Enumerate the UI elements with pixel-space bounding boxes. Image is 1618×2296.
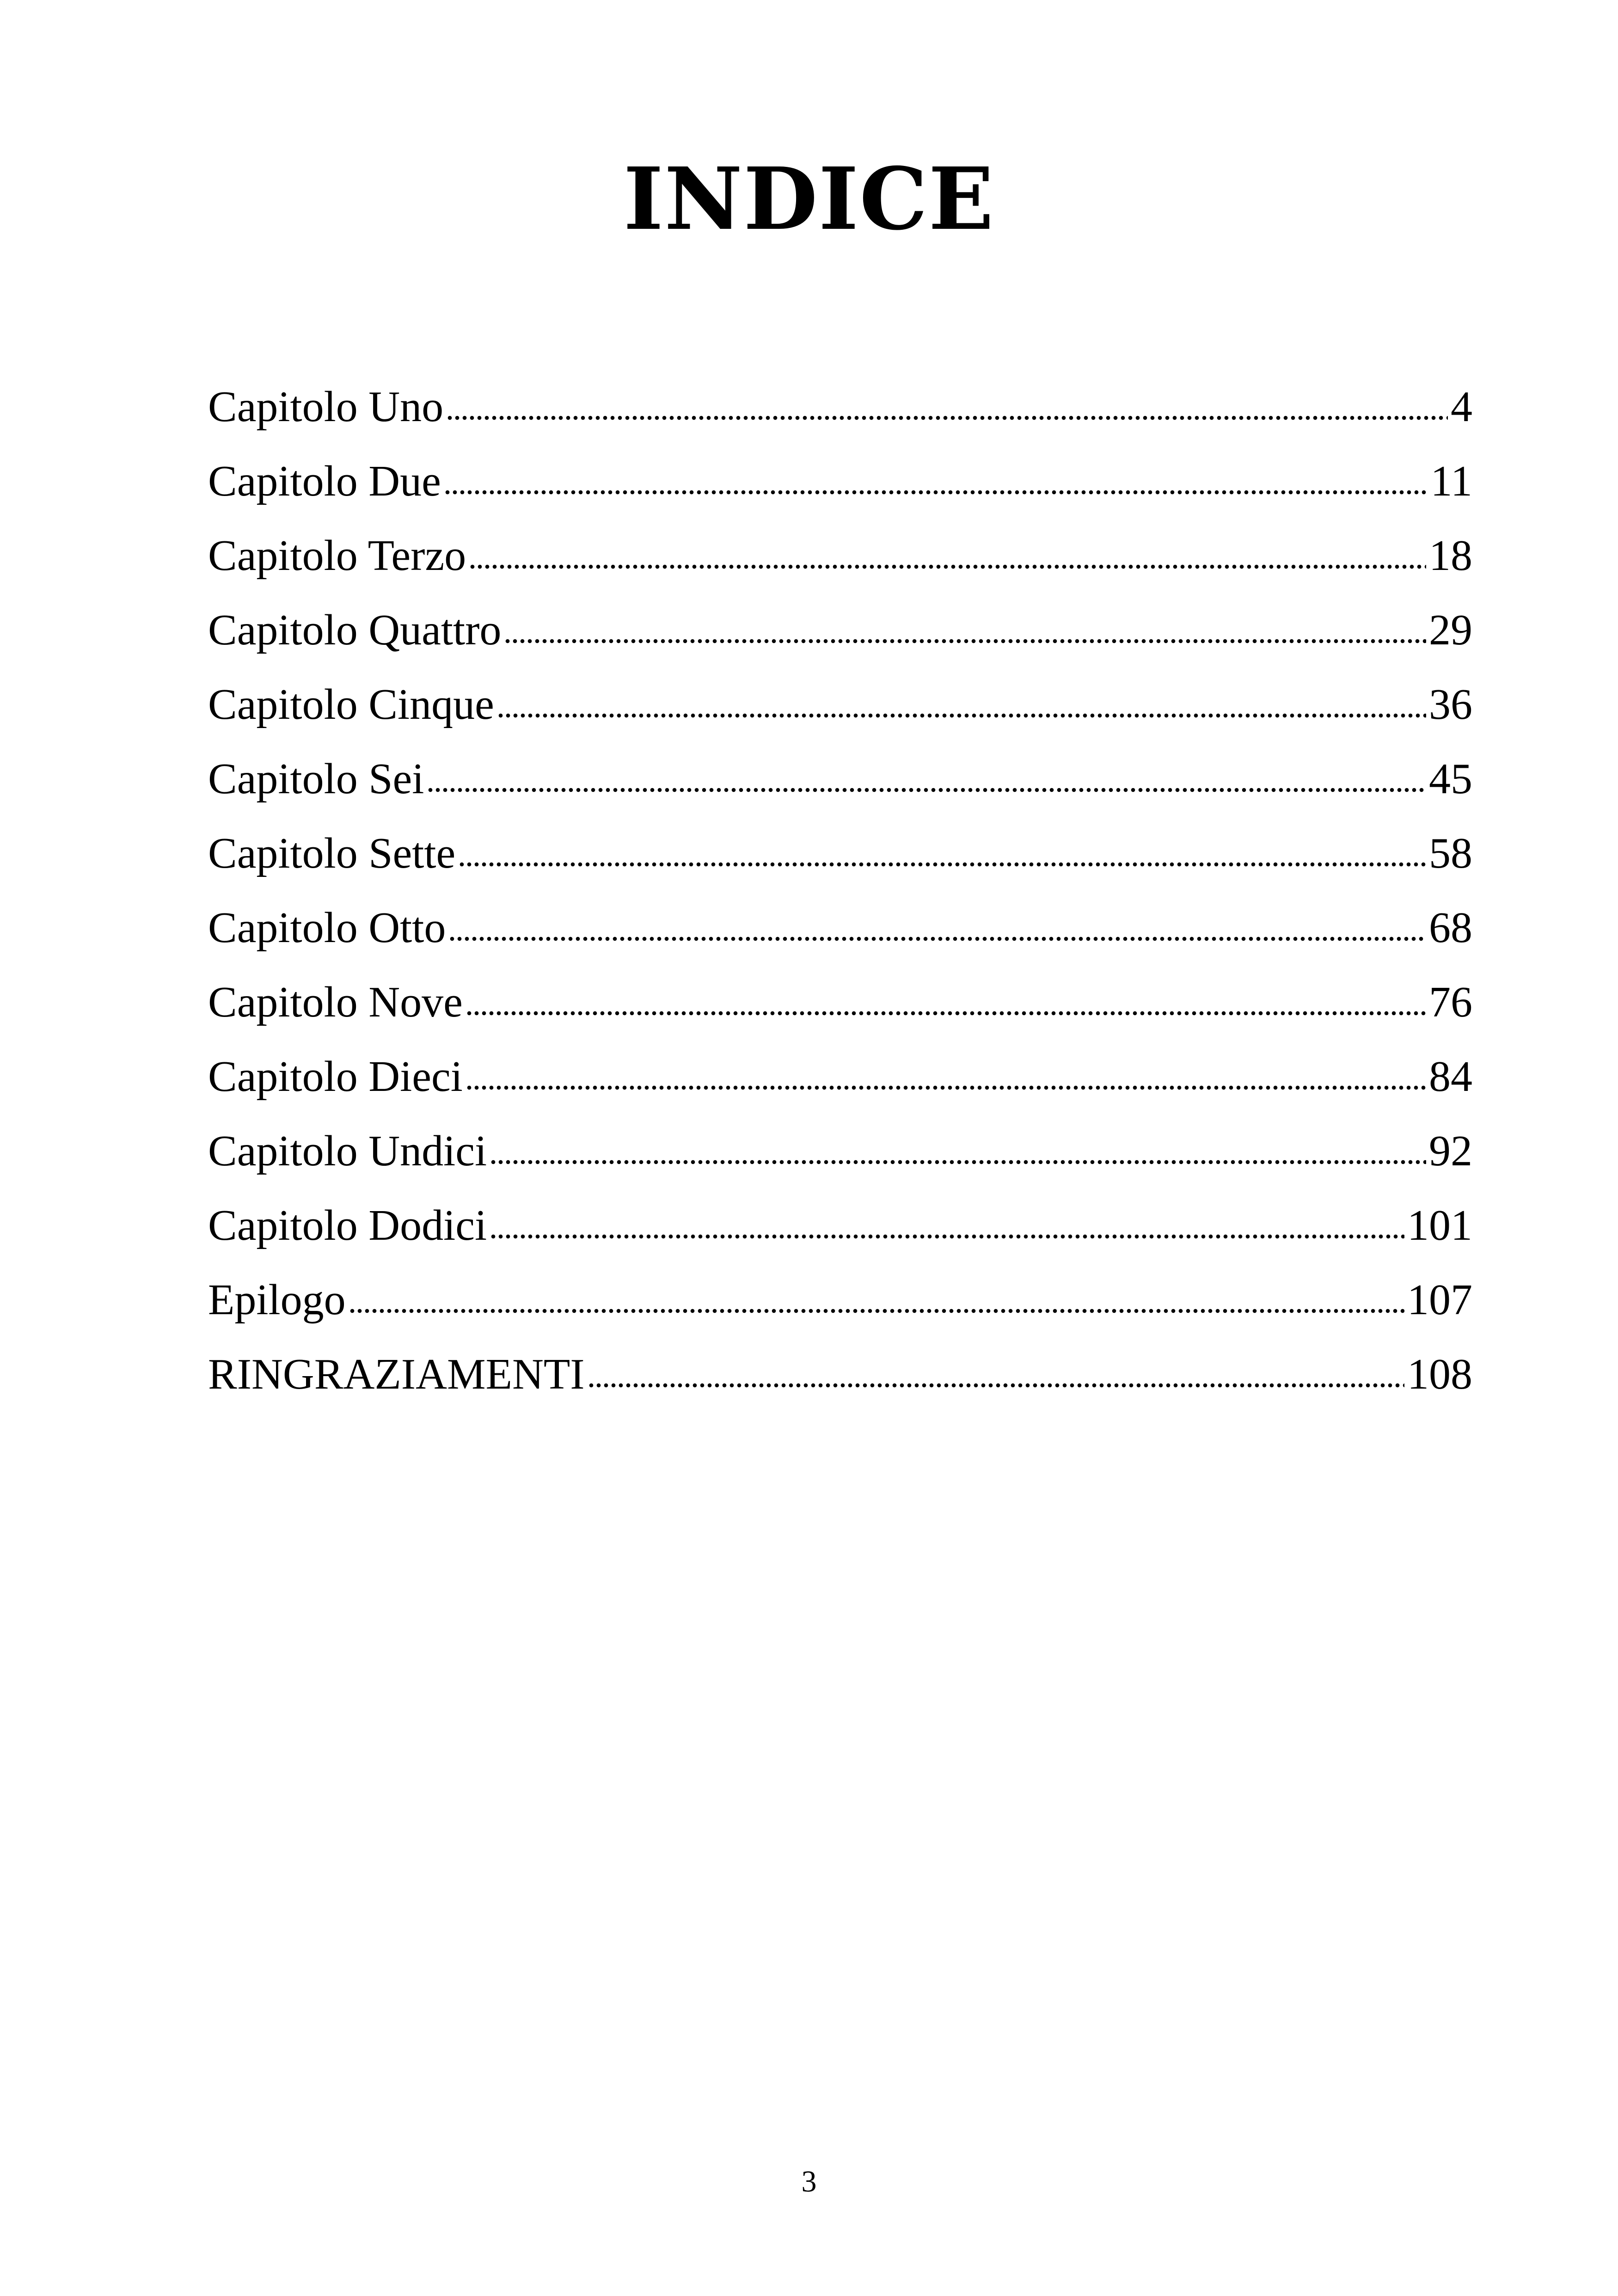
toc-entry-page: 29 [1429, 606, 1472, 654]
toc-entry-page: 76 [1429, 978, 1472, 1026]
toc-entry-label: Capitolo Sette [208, 829, 456, 877]
toc-entry-page: 101 [1407, 1201, 1472, 1249]
dot-leader [504, 638, 1426, 644]
toc-entry-page: 68 [1429, 904, 1472, 952]
toc-entry-page: 18 [1429, 532, 1472, 580]
toc-entry-page: 58 [1429, 829, 1472, 877]
dot-leader [490, 1233, 1404, 1240]
toc-entry-page: 11 [1430, 457, 1472, 505]
dot-leader [469, 563, 1426, 570]
dot-leader [588, 1382, 1404, 1389]
page-title: INDICE [623, 148, 995, 249]
toc-entry-label: Capitolo Nove [208, 978, 463, 1026]
toc-entry-capitolo-nove [208, 965, 1472, 1040]
toc-entry-capitolo-otto [208, 891, 1472, 965]
toc-entry-label: Epilogo [208, 1276, 346, 1324]
toc-entry-page: 107 [1407, 1276, 1472, 1324]
toc-entry-capitolo-sei [208, 742, 1472, 816]
toc-entry-label: RINGRAZIAMENTI [208, 1350, 585, 1398]
toc-entry-epilogo [208, 1263, 1472, 1337]
toc-entry-label: Capitolo Undici [208, 1127, 487, 1175]
toc-entry-label: Capitolo Cinque [208, 680, 494, 729]
dot-leader [466, 1084, 1426, 1091]
toc-entry-label: Capitolo Otto [208, 904, 446, 952]
dot-leader [349, 1308, 1404, 1314]
toc-entry-capitolo-uno [208, 370, 1472, 444]
toc-entry-capitolo-dodici [208, 1188, 1472, 1263]
toc-entry-capitolo-sette [208, 816, 1472, 891]
dot-leader [466, 1010, 1426, 1016]
dot-leader [458, 861, 1426, 868]
table-of-contents [208, 370, 1472, 1412]
dot-leader [444, 489, 1428, 496]
dot-leader [448, 936, 1426, 942]
toc-entry-label: Capitolo Dodici [208, 1201, 487, 1249]
toc-entry-label: Capitolo Dieci [208, 1053, 463, 1101]
dot-leader [490, 1159, 1426, 1165]
toc-entry-capitolo-due [208, 444, 1472, 519]
toc-entry-label: Capitolo Terzo [208, 532, 466, 580]
toc-entry-capitolo-cinque [208, 667, 1472, 742]
toc-entry-label: Capitolo Uno [208, 383, 444, 431]
toc-entry-page: 92 [1429, 1127, 1472, 1175]
toc-entry-label: Capitolo Due [208, 457, 441, 505]
toc-entry-page: 45 [1429, 755, 1472, 803]
toc-entry-capitolo-terzo [208, 519, 1472, 593]
toc-entry-label: Capitolo Sei [208, 755, 424, 803]
toc-entry-capitolo-dieci [208, 1040, 1472, 1114]
toc-entry-page: 108 [1407, 1350, 1472, 1398]
toc-entry-page: 4 [1451, 383, 1472, 431]
toc-entry-label: Capitolo Quattro [208, 606, 502, 654]
page-number: 3 [801, 2165, 817, 2198]
toc-entry-capitolo-undici [208, 1114, 1472, 1188]
dot-leader [427, 787, 1426, 793]
toc-entry-page: 36 [1429, 680, 1472, 729]
toc-entry-capitolo-quattro [208, 593, 1472, 667]
dot-leader [446, 415, 1448, 421]
dot-leader [497, 712, 1426, 719]
toc-entry-ringraziamenti [208, 1337, 1472, 1412]
toc-entry-page: 84 [1429, 1053, 1472, 1101]
